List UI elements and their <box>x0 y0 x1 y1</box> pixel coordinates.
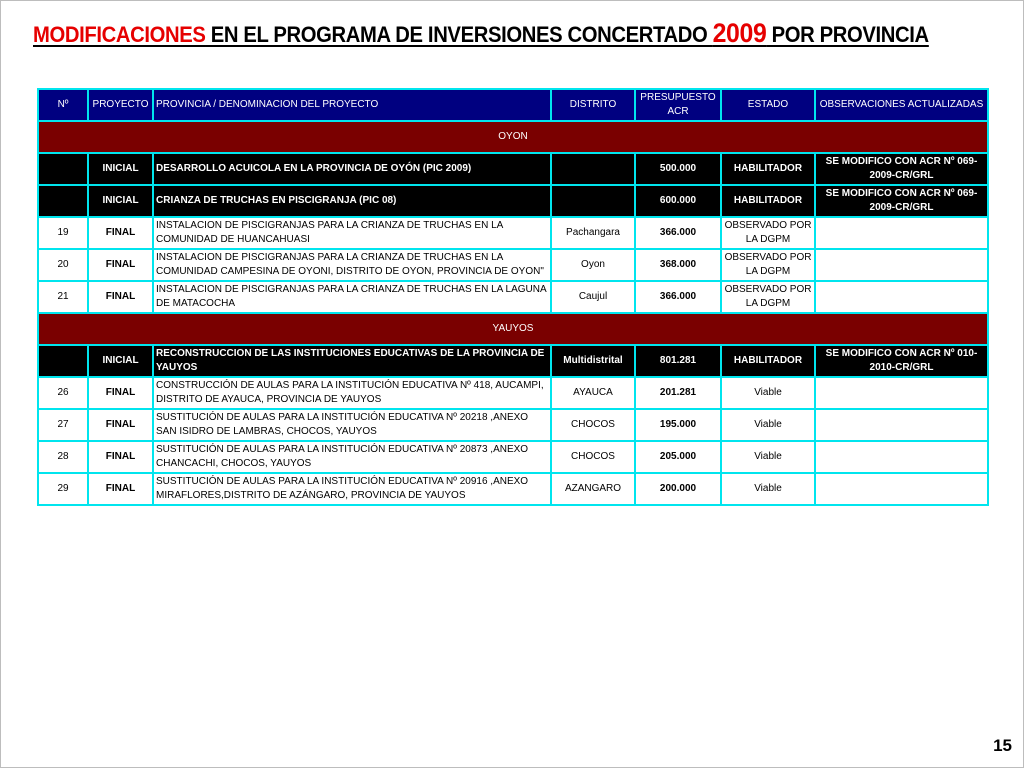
cell-observaciones <box>815 281 988 313</box>
title-part-provincia: POR PROVINCIA <box>766 22 929 47</box>
cell-num: 19 <box>38 217 88 249</box>
table-row <box>38 217 988 249</box>
cell-distrito: CHOCOS <box>551 409 635 441</box>
cell-presupuesto: 600.000 <box>635 185 721 217</box>
cell-num: 28 <box>38 441 88 473</box>
cell-distrito: Caujul <box>551 281 635 313</box>
cell-presupuesto: 366.000 <box>635 281 721 313</box>
cell-observaciones <box>815 217 988 249</box>
cell-presupuesto: 368.000 <box>635 249 721 281</box>
table-header-row <box>38 89 988 121</box>
cell-estado: OBSERVADO POR LA DGPM <box>721 217 815 249</box>
cell-proyecto: FINAL <box>88 281 153 313</box>
projects-table <box>37 88 989 506</box>
header-estado: ESTADO <box>721 89 815 121</box>
cell-estado: Viable <box>721 473 815 505</box>
cell-presupuesto: 201.281 <box>635 377 721 409</box>
table-row <box>38 153 988 185</box>
cell-proyecto: FINAL <box>88 409 153 441</box>
title-year: 2009 <box>712 18 767 48</box>
table-row <box>38 377 988 409</box>
table-row <box>38 249 988 281</box>
cell-observaciones <box>815 377 988 409</box>
cell-proyecto: INICIAL <box>88 345 153 377</box>
cell-num <box>38 345 88 377</box>
cell-presupuesto: 500.000 <box>635 153 721 185</box>
cell-presupuesto: 366.000 <box>635 217 721 249</box>
section-row-oyon <box>38 121 988 153</box>
cell-proyecto: FINAL <box>88 249 153 281</box>
cell-proyecto: FINAL <box>88 441 153 473</box>
cell-nombre: SUSTITUCIÓN DE AULAS PARA LA INSTITUCIÓN EDUCATIVA Nº 20916 ,ANEXO MIRAFLORES,DISTRITO DE AZÁNGARO, PROVINCIA DE YAUYOS <box>153 473 551 505</box>
cell-observaciones: SE MODIFICO CON ACR Nº 010-2010-CR/GRL <box>815 345 988 377</box>
cell-num: 27 <box>38 409 88 441</box>
cell-observaciones <box>815 249 988 281</box>
cell-distrito: Multidistrital <box>551 345 635 377</box>
cell-proyecto: INICIAL <box>88 153 153 185</box>
cell-estado: HABILITADOR <box>721 153 815 185</box>
header-provincia: PROVINCIA / DENOMINACION DEL PROYECTO <box>153 89 551 121</box>
cell-nombre: CONSTRUCCIÓN DE AULAS PARA LA INSTITUCIÓN EDUCATIVA Nº 418, AUCAMPI, DISTRITO DE AYAUCA, PROVINCIA DE YAUYOS <box>153 377 551 409</box>
cell-num: 26 <box>38 377 88 409</box>
header-num: Nº <box>38 89 88 121</box>
cell-presupuesto: 195.000 <box>635 409 721 441</box>
cell-observaciones: SE MODIFICO CON ACR Nº 069-2009-CR/GRL <box>815 153 988 185</box>
table-row <box>38 185 988 217</box>
header-presupuesto: PRESUPUESTO ACR <box>635 89 721 121</box>
cell-nombre: SUSTITUCIÓN DE AULAS PARA LA INSTITUCIÓN EDUCATIVA Nº 20873 ,ANEXO CHANCACHI, CHOCOS, YAUYOS <box>153 441 551 473</box>
cell-proyecto: FINAL <box>88 377 153 409</box>
table-row <box>38 441 988 473</box>
cell-estado: HABILITADOR <box>721 345 815 377</box>
cell-nombre: INSTALACION DE PISCIGRANJAS PARA LA CRIANZA DE TRUCHAS EN LA COMUNIDAD DE HUANCAHUASI <box>153 217 551 249</box>
cell-observaciones <box>815 409 988 441</box>
cell-distrito: AZANGARO <box>551 473 635 505</box>
cell-num: 29 <box>38 473 88 505</box>
table-row <box>38 281 988 313</box>
cell-estado: Viable <box>721 409 815 441</box>
title-part-modificaciones: MODIFICACIONES <box>33 22 206 47</box>
cell-observaciones <box>815 473 988 505</box>
cell-distrito: CHOCOS <box>551 441 635 473</box>
table-row <box>38 473 988 505</box>
header-proyecto: PROYECTO <box>88 89 153 121</box>
cell-nombre: DESARROLLO ACUICOLA EN LA PROVINCIA DE OYÓN (PIC 2009) <box>153 153 551 185</box>
cell-num: 21 <box>38 281 88 313</box>
cell-distrito: Pachangara <box>551 217 635 249</box>
cell-nombre: INSTALACION DE PISCIGRANJAS PARA LA CRIANZA DE TRUCHAS EN LA LAGUNA DE MATACOCHA <box>153 281 551 313</box>
cell-estado: OBSERVADO POR LA DGPM <box>721 249 815 281</box>
section-label-oyon: OYON <box>38 121 988 153</box>
cell-observaciones <box>815 441 988 473</box>
cell-distrito: Oyon <box>551 249 635 281</box>
header-observaciones: OBSERVACIONES ACTUALIZADAS <box>815 89 988 121</box>
cell-observaciones: SE MODIFICO CON ACR Nº 069-2009-CR/GRL <box>815 185 988 217</box>
cell-estado: OBSERVADO POR LA DGPM <box>721 281 815 313</box>
cell-distrito: AYAUCA <box>551 377 635 409</box>
cell-num <box>38 153 88 185</box>
page-number: 15 <box>993 736 1012 755</box>
page-title <box>33 18 929 49</box>
cell-presupuesto: 205.000 <box>635 441 721 473</box>
table-row <box>38 345 988 377</box>
header-distrito: DISTRITO <box>551 89 635 121</box>
cell-proyecto: FINAL <box>88 217 153 249</box>
cell-distrito <box>551 153 635 185</box>
cell-presupuesto: 801.281 <box>635 345 721 377</box>
cell-proyecto: FINAL <box>88 473 153 505</box>
section-label-yauyos: YAUYOS <box>38 313 988 345</box>
cell-nombre: SUSTITUCIÓN DE AULAS PARA LA INSTITUCIÓN EDUCATIVA Nº 20218 ,ANEXO SAN ISIDRO DE LAMBRAS, CHOCOS, YAUYOS <box>153 409 551 441</box>
cell-nombre: CRIANZA DE TRUCHAS EN PISCIGRANJA (PIC 08) <box>153 185 551 217</box>
cell-distrito <box>551 185 635 217</box>
cell-estado: HABILITADOR <box>721 185 815 217</box>
cell-presupuesto: 200.000 <box>635 473 721 505</box>
cell-proyecto: INICIAL <box>88 185 153 217</box>
cell-nombre: INSTALACION DE PISCIGRANJAS PARA LA CRIANZA DE TRUCHAS EN LA COMUNIDAD CAMPESINA DE OYONI, DISTRITO DE OYON, PROVINCIA DE OYON" <box>153 249 551 281</box>
cell-num <box>38 185 88 217</box>
cell-num: 20 <box>38 249 88 281</box>
cell-nombre: RECONSTRUCCION DE LAS INSTITUCIONES EDUCATIVAS DE LA PROVINCIA DE YAUYOS <box>153 345 551 377</box>
cell-estado: Viable <box>721 377 815 409</box>
title-part-programa: EN EL PROGRAMA DE INVERSIONES CONCERTADO <box>205 22 713 47</box>
table-row <box>38 409 988 441</box>
section-row-yauyos <box>38 313 988 345</box>
cell-estado: Viable <box>721 441 815 473</box>
